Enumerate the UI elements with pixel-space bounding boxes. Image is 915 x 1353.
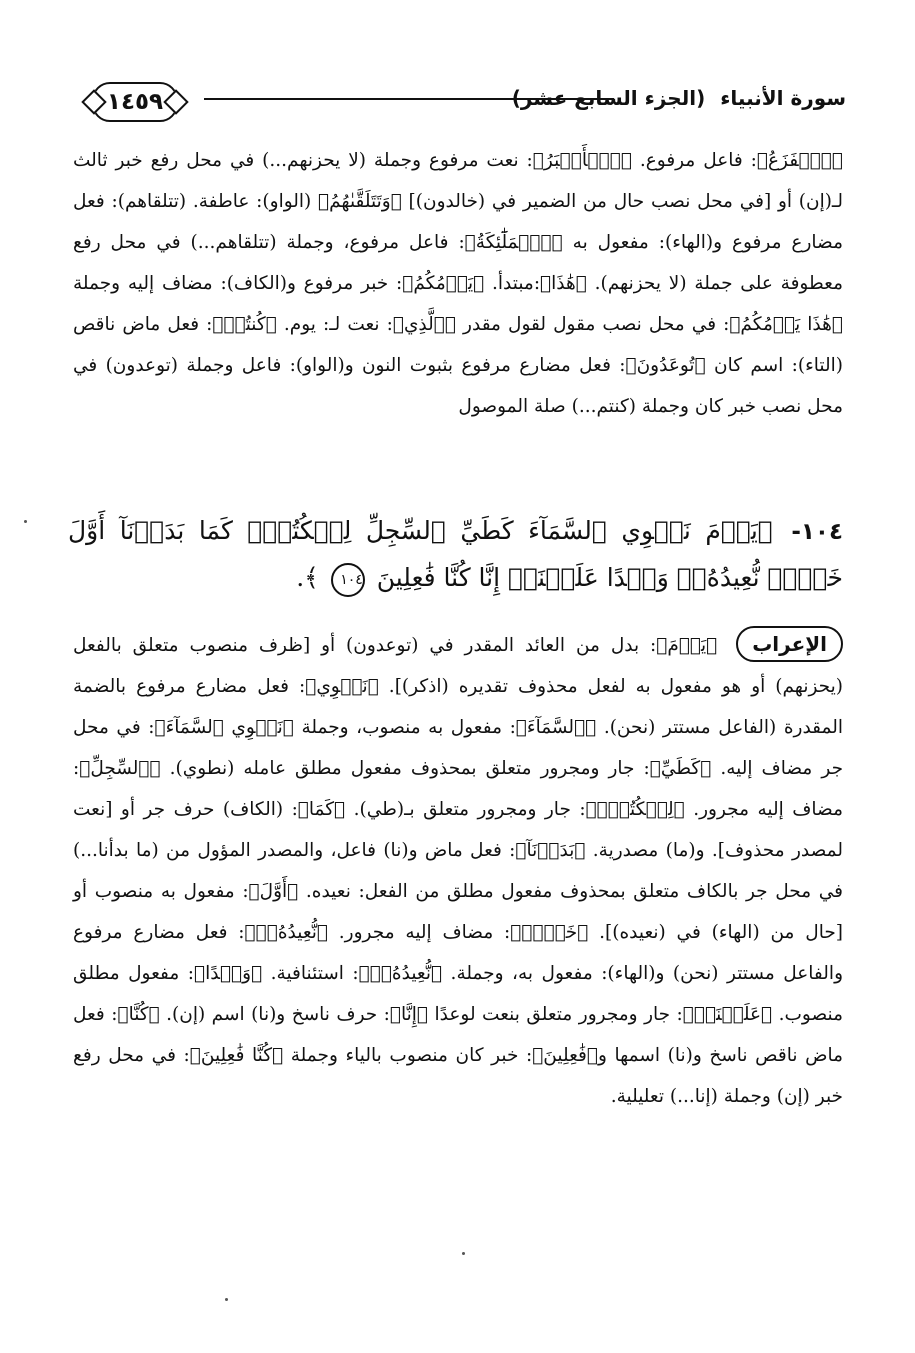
header-rule [204,98,614,100]
page-header [84,76,846,128]
page-number: ١٤٥٩ [106,89,164,115]
ayah-end-marker: ١٠٤ [331,563,365,597]
scan-speck [225,1298,228,1301]
scan-speck [462,1252,465,1255]
verse-number: ١٠٤- [791,519,844,545]
irab-paragraph [73,625,843,1117]
verse-text: ﴿يَوۡمَ نَطۡوِي ٱلسَّمَآءَ كَطَيِّ ٱلسِّجِلِّ لِلۡكُتُبِۚ كَمَا بَدَأۡنَآ أَوَّلَ خَلۡقٖ نُّعِيدُهُۥۚ وَعۡدًا عَلَيۡنَآۚ إِنَّا كُنَّا فَٰعِلِينَ [68,516,843,592]
irab-text: ﴿يَوۡمَ﴾: بدل من العائد المقدر في (توعدون) أو [ظرف منصوب متعلق بالفعل (يحزنهم) أو هو مفعول به لفعل محذوف تقديره (اذكر)]. ﴿نَطۡوِي﴾: فعل مضارع مرفوع بالضمة المقدرة (الفاعل مستتر (نحن). ﴿ٱلسَّمَآءَ﴾: مفعول به منصوب، وجملة ﴿نَطۡوِي ٱلسَّمَآءَ﴾: في محل جر مضاف إليه. ﴿كَطَيِّ﴾: جار ومجرور متعلق بمحذوف مفعول مطلق عامله (نطوي). ﴿ٱلسِّجِلِّ﴾: مضاف إليه مجرور. ﴿لِلۡكُتُبِۚ﴾: جار ومجرور متعلق بـ(طي). ﴿كَمَا﴾: (الكاف) حرف جر أو [نعت لمصدر محذوف]. و(ما) مصدرية. ﴿بَدَأۡنَآ﴾: فعل ماض و(نا) فاعل، والمصدر المؤول من (ما بدأنا...) في محل جر بالكاف متعلق بمحذوف مفعول مطلق من الفعل: نعيده. ﴿أَوَّلَ﴾: مفعول به منصوب أو [حال من (الهاء) في (نعيده)]. ﴿خَلۡقٖ﴾: مضاف إليه مجرور. ﴿نُّعِيدُهُۥۚ﴾: فعل مضارع مرفوع والفاعل مستتر (نحن) و(الهاء): مفعول به، وجملة. ﴿نُّعِيدُهُۥۚ﴾: استئنافية. ﴿وَعۡدًا﴾: مفعول مطلق منصوب. ﴿عَلَيۡنَآۚ﴾: جار ومجرور متعلق بنعت لوعدًا ﴿إِنَّا﴾: حرف ناسخ و(نا) اسم (إن). ﴿كُنَّا﴾: فعل ماض ناقص ناسخ و(نا) اسمها و﴿فَٰعِلِينَ﴾: خبر كان منصوب بالياء وجملة ﴿كُنَّا فَٰعِلِينَ﴾: في محل رفع خبر (إن) وجملة (إنا...) تعليلية. [73,635,843,1107]
page-number-badge [92,82,178,122]
scan-speck [24,520,27,523]
commentary-paragraph: ﴿ٱلۡفَزَعُ﴾: فاعل مرفوع. ﴿ٱلۡأَكۡبَرُ﴾: نعت مرفوع وجملة (لا يحزنهم...) في محل رفع خبر ثالث لـ(إن) أو [في محل نصب حال من الضمير في (خالدون)] ﴿وَتَتَلَقَّىٰهُمُ﴾ (الواو): عاطفة. (تتلقاهم): فعل مضارع مرفوع و(الهاء): مفعول به ﴿ٱلۡمَلَٰٓئِكَةُ﴾: فاعل مرفوع، وجملة (تتلقاهم...) في محل رفع معطوفة على جملة (لا يحزنهم). ﴿هَٰذَا﴾:مبتدأ. ﴿يَوۡمُكُمُ﴾: خبر مرفوع و(الكاف): مضاف إليه وجملة ﴿هَٰذَا يَوۡمُكُمُ﴾: في محل نصب مقول لقول مقدر ﴿ٱلَّذِي﴾: نعت لـ: يوم. ﴿كُنتُمۡ﴾: فعل ماض ناقص (التاء): اسم كان ﴿تُوعَدُونَ﴾: فعل مضارع مرفوع بثبوت النون و(الواو): فاعل وجملة (توعدون) في محل نصب خبر كان وجملة (كنتم...) صلة الموصول [73,150,843,417]
quran-verse [68,508,843,601]
surah-name: سورة الأنبياء [720,86,846,110]
juz-label: (الجزء السابع عشر) [511,86,706,110]
verse-closing: ﴾. [296,563,319,592]
irab-label: الإعراب [736,626,843,662]
